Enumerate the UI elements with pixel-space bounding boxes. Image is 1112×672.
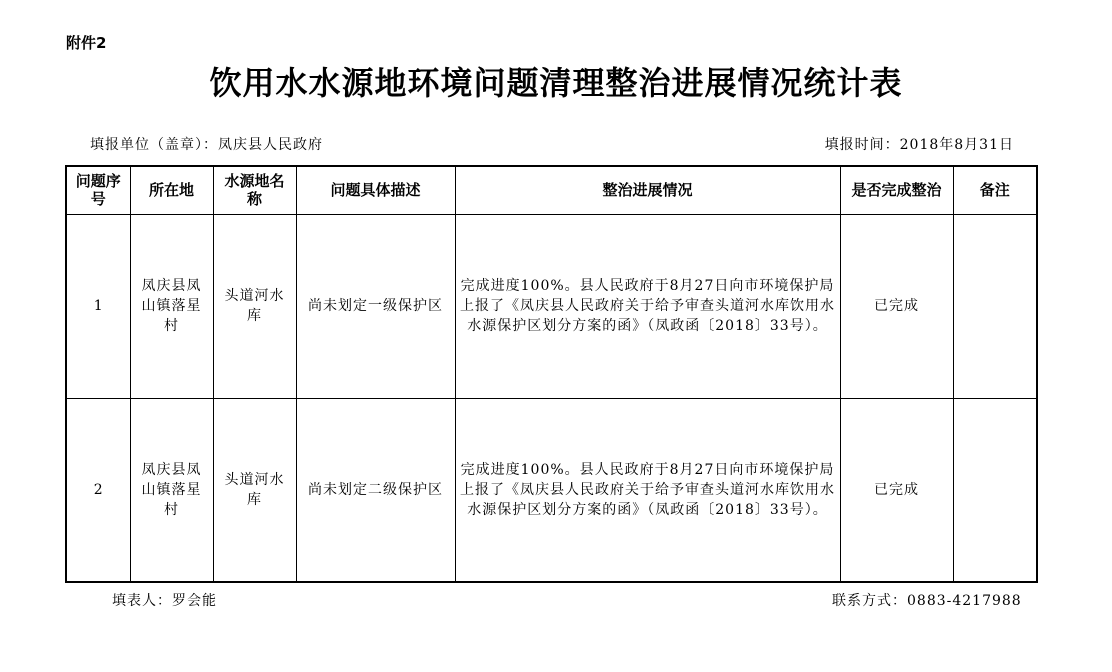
cell-source-name: 头道河水库 (213, 214, 296, 398)
header-progress: 整治进展情况 (455, 166, 840, 214)
header-remarks: 备注 (953, 166, 1037, 214)
cell-progress: 完成进度100%。县人民政府于8月27日向市环境保护局上报了《凤庆县人民政府关于给予审查头道河水库饮用水水源保护区划分方案的函》（凤政函〔2018〕33号）。 (455, 398, 840, 582)
reporting-unit-value: 凤庆县人民政府 (218, 137, 323, 153)
table-row (66, 214, 1037, 398)
table-row (66, 398, 1037, 582)
contact-value: 0883-4217988 (907, 593, 1022, 609)
cell-seq: 1 (66, 214, 130, 398)
header-location: 所在地 (130, 166, 213, 214)
contact-info (832, 590, 1022, 610)
cell-completed: 已完成 (840, 398, 953, 582)
attachment-label: 附件2 (66, 34, 107, 52)
cell-description: 尚未划定二级保护区 (296, 398, 455, 582)
header-description: 问题具体描述 (296, 166, 455, 214)
cell-remarks (953, 398, 1037, 582)
reporting-time (825, 134, 1014, 154)
reporting-unit-label: 填报单位（盖章）： (90, 137, 218, 153)
form-filler-label: 填表人： (112, 593, 172, 609)
cell-seq: 2 (66, 398, 130, 582)
cell-description: 尚未划定一级保护区 (296, 214, 455, 398)
form-filler-value: 罗会能 (172, 593, 217, 609)
cell-location: 凤庆县凤山镇落星村 (130, 398, 213, 582)
header-source-name: 水源地名称 (213, 166, 296, 214)
cell-progress: 完成进度100%。县人民政府于8月27日向市环境保护局上报了《凤庆县人民政府关于给予审查头道河水库饮用水水源保护区划分方案的函》（凤政函〔2018〕33号）。 (455, 214, 840, 398)
header-seq: 问题序号 (66, 166, 130, 214)
header-completed: 是否完成整治 (840, 166, 953, 214)
progress-table (65, 165, 1038, 583)
reporting-time-label: 填报时间： (824, 137, 900, 153)
page-title: 饮用水水源地环境问题清理整治进展情况统计表 (209, 64, 903, 102)
cell-location: 凤庆县凤山镇落星村 (130, 214, 213, 398)
contact-label: 联系方式： (832, 593, 907, 609)
table-header-row (66, 166, 1037, 214)
reporting-unit (90, 134, 323, 154)
cell-completed: 已完成 (840, 214, 953, 398)
form-filler (112, 590, 217, 610)
cell-remarks (953, 214, 1037, 398)
reporting-time-value: 2018年8月31日 (899, 137, 1014, 153)
cell-source-name: 头道河水库 (213, 398, 296, 582)
